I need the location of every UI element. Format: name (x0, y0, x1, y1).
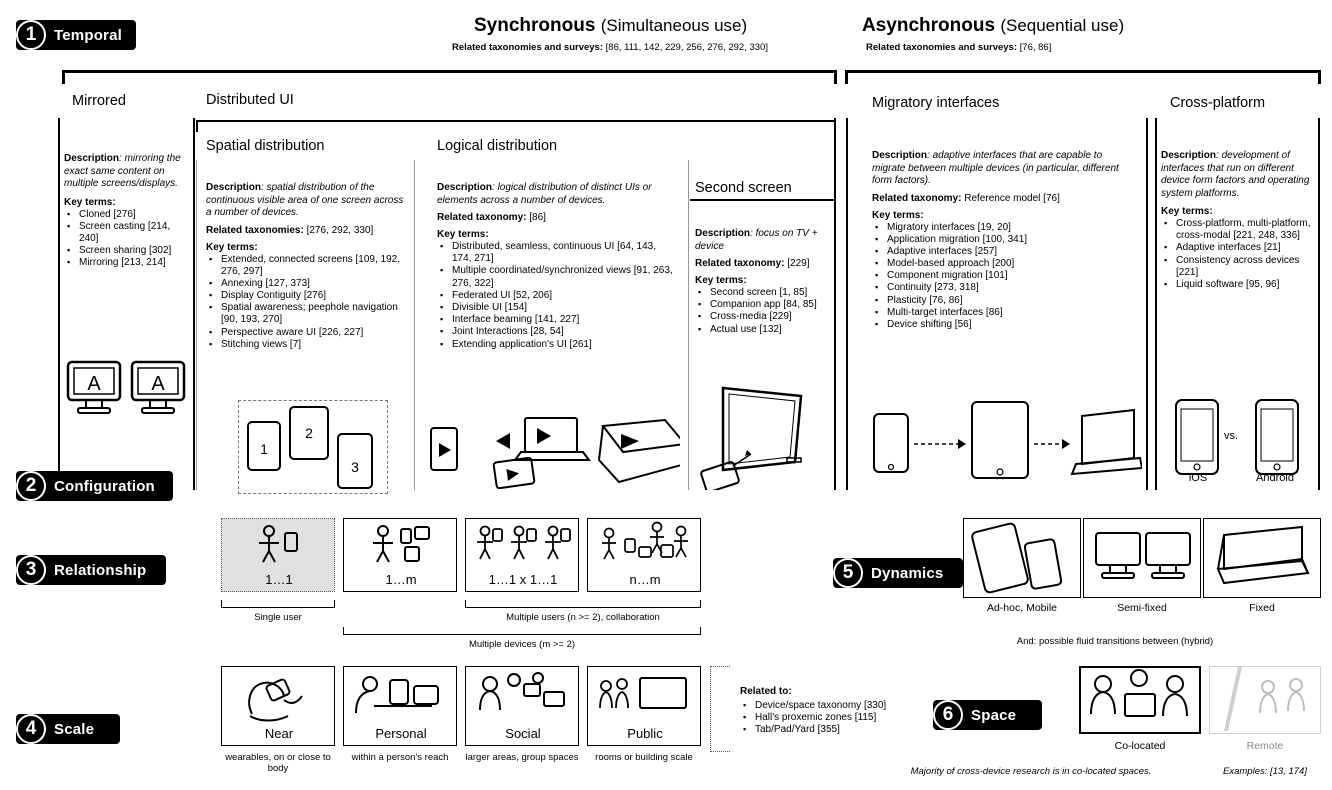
scale-caption-social: larger areas, group spaces (465, 752, 579, 763)
panel-divider-crossplatform-left (1155, 118, 1157, 490)
list-item: ▪ Extended, connected screens [109, 192, 276, 297] (219, 254, 406, 278)
asynchronous-bracket-right (1318, 70, 1321, 84)
scale-caption-near: wearables, on or close to body (225, 752, 331, 775)
list-item: ▪ Device/space taxonomy [330] (753, 700, 930, 712)
panel-divider-crossplatform-right (1318, 118, 1320, 490)
row-number-1: 1 (16, 20, 46, 50)
synchronous-subtitle (452, 42, 768, 53)
spatial-description (206, 182, 406, 351)
dynamics-label-semifixed: Semi-fixed (1117, 602, 1167, 614)
row-label-configuration (16, 471, 173, 501)
relationship-label-1-1x1-1: 1…1 x 1…1 (488, 572, 558, 587)
row-number-3: 3 (16, 555, 46, 585)
panel-divider-spatial-left (196, 160, 197, 490)
row-label-relationship (16, 555, 166, 585)
migratory-rel-label: Related taxonomy: (872, 192, 962, 204)
relationship-bracket-mu-left (465, 600, 466, 608)
panel-divider-logical-right (688, 160, 689, 490)
row-title-temporal: Temporal (54, 26, 123, 44)
migratory-key-label: Key terms: (872, 209, 924, 221)
column-heading-second-screen: Second screen (695, 180, 792, 196)
list-item: ▪ Cloned [276] (77, 209, 189, 221)
asynchronous-title-text: Asynchronous (862, 15, 996, 36)
migratory-description (872, 150, 1134, 331)
synchronous-bracket-top (62, 70, 837, 73)
row-number-2: 2 (16, 471, 46, 501)
spatial-rel-refs: [276, 292, 330] (303, 224, 374, 236)
svg-text:3: 3 (351, 459, 359, 475)
relationship-icon-n-m (588, 521, 702, 565)
logical-description (437, 182, 675, 351)
panel-divider-migratory-right (1146, 118, 1148, 490)
scale-label-personal: Personal (375, 726, 427, 741)
cross-platform-description (1161, 150, 1313, 291)
scale-label-public: Public (627, 726, 663, 741)
list-item: ▪ Migratory interfaces [19, 20] (885, 222, 1134, 234)
panel-divider-spatial-right (414, 160, 415, 490)
migratory-desc-label: Description (872, 150, 928, 161)
list-item: ▪ Component migration [101] (885, 270, 1134, 282)
space-cell-remote[interactable] (1209, 666, 1321, 734)
asynchronous-title-sub: (Sequential use) (1000, 16, 1125, 35)
dynamics-cell-fixed[interactable] (1203, 518, 1321, 598)
list-item: ▪ Display Contiguity [276] (219, 290, 406, 302)
column-heading-logical: Logical distribution (437, 138, 558, 154)
space-label-remote: Remote (1246, 740, 1284, 752)
list-item: ▪ Divisible UI [154] (450, 302, 675, 314)
cross-platform-desc-text: : development of interfaces that run on different device form factors and operating system platforms. (1161, 150, 1310, 199)
scale-label-social: Social (505, 726, 541, 741)
mirrored-key-label: Key terms: (64, 196, 116, 208)
relationship-cell-n-m[interactable] (587, 518, 701, 592)
list-item: ▪ Cross-media [229] (708, 311, 819, 323)
spatial-terms-list (206, 254, 406, 352)
mirrored-desc-text: : mirroring the exact same content on multiple screens/displays. (64, 153, 181, 189)
dynamics-label-adhoc: Ad-hoc, Mobile (986, 602, 1058, 614)
logical-rel-label: Related taxonomy: (437, 212, 527, 223)
logical-desc-label: Description (437, 182, 493, 193)
row-title-configuration: Configuration (54, 477, 155, 495)
list-item: ▪ Annexing [127, 373] (219, 278, 406, 290)
relationship-bracket-single (221, 607, 335, 608)
second-screen-description (695, 228, 819, 336)
list-item: ▪ Second screen [1, 85] (708, 287, 819, 299)
logical-key-label: Key terms: (437, 229, 489, 240)
scale-related-block (740, 686, 930, 736)
list-item: ▪ Hall's proxemic zones [115] (753, 712, 930, 724)
column-heading-distributed-ui: Distributed UI (206, 92, 294, 108)
second-screen-bracket-top (690, 199, 835, 201)
column-heading-mirrored: Mirrored (72, 93, 126, 109)
scale-related-bracket (710, 666, 730, 752)
synchronous-title (474, 15, 747, 37)
migratory-desc-text: : adaptive interfaces that are capable to migrate between multiple devices (in particular, different form factors). (872, 150, 1119, 186)
list-item: ▪ Joint Interactions [28, 54] (450, 326, 675, 338)
scale-related-list (740, 700, 930, 737)
relationship-bracket-single-right (334, 600, 335, 608)
scale-cell-near[interactable] (221, 666, 335, 746)
list-item: ▪ Spatial awareness; peephole navigation [90, 193, 270] (219, 302, 406, 326)
list-item: ▪ Screen casting [214, 240] (77, 221, 189, 245)
space-cell-colocated[interactable] (1079, 666, 1201, 734)
list-item: ▪ Model-based approach [200] (885, 258, 1134, 270)
row-label-space (933, 700, 1042, 730)
column-heading-migratory: Migratory interfaces (872, 95, 1000, 111)
second-screen-terms-list (695, 287, 819, 336)
column-heading-cross-platform: Cross-platform (1170, 95, 1266, 111)
relationship-bracket-md-right (700, 627, 701, 635)
list-item: ▪ Federated UI [52, 206] (450, 290, 675, 302)
list-item: ▪ Perspective aware UI [226, 227] (219, 327, 406, 339)
cross-platform-os-left: iOS (1188, 472, 1208, 484)
panel-divider-mirrored-left (58, 118, 60, 490)
relationship-bracket-multi-devices (343, 634, 701, 635)
panel-divider-migratory-left (846, 118, 848, 490)
relationship-bracket-multi-users (465, 607, 701, 608)
spatial-desc-text: : spatial distribution of the continuous visible area of one screen across a number of devices. (206, 182, 404, 218)
dynamics-label-fixed: Fixed (1249, 602, 1275, 614)
spatial-rel-label: Related taxonomies: (206, 224, 304, 236)
svg-text:A: A (87, 373, 101, 395)
relationship-icon-1-1 (222, 523, 336, 565)
asynchronous-title (862, 15, 1124, 37)
scale-label-near: Near (264, 726, 294, 741)
svg-text:2: 2 (305, 425, 313, 441)
cross-platform-desc-label: Description (1161, 150, 1217, 161)
spatial-key-label: Key terms: (206, 241, 258, 253)
row-number-6: 6 (933, 700, 963, 730)
scale-caption-personal: within a person's reach (351, 752, 449, 763)
synchronous-sub-refs: [86, 111, 142, 229, 256, 276, 292, 330] (605, 42, 768, 53)
logical-rel-refs: [86] (526, 212, 546, 223)
list-item: ▪ Adaptive interfaces [21] (1174, 242, 1313, 254)
list-item: ▪ Actual use [132] (708, 324, 819, 336)
scale-caption-public: rooms or building scale (595, 752, 693, 763)
scale-cell-public[interactable] (587, 666, 701, 746)
dynamics-cell-semifixed[interactable] (1083, 518, 1201, 598)
list-item: ▪ Extending application's UI [261] (450, 339, 675, 351)
scale-cell-personal[interactable] (343, 666, 457, 746)
row-number-4: 4 (16, 714, 46, 744)
mirrored-desc-label: Description (64, 153, 120, 164)
list-item: ▪ Continuity [273, 318] (885, 282, 1134, 294)
relationship-caption-multi-devices: Multiple devices (m >= 2) (468, 639, 576, 650)
list-item: ▪ Liquid software [95, 96] (1174, 279, 1313, 291)
mirrored-description (64, 153, 189, 269)
relationship-icon-1-1x1-1 (466, 523, 580, 565)
relationship-caption-multi-users: Multiple users (n >= 2), collaboration (506, 612, 660, 623)
space-note-colocated: Majority of cross-device research is in co-located spaces. (910, 766, 1152, 777)
second-screen-rel-refs: [229] (784, 258, 810, 269)
cross-platform-key-label: Key terms: (1161, 206, 1213, 217)
column-heading-spatial: Spatial distribution (206, 138, 325, 154)
logical-terms-list (437, 241, 675, 351)
list-item: ▪ Mirroring [213, 214] (77, 257, 189, 269)
list-item: ▪ Adaptive interfaces [257] (885, 246, 1134, 258)
list-item: ▪ Tab/Pad/Yard [355] (753, 724, 930, 736)
relationship-cell-1-1[interactable] (221, 518, 335, 592)
relationship-bracket-md-left (343, 627, 344, 635)
asynchronous-sub-refs: [76, 86] (1019, 42, 1052, 53)
list-item: ▪ Application migration [100, 341] (885, 234, 1134, 246)
synchronous-sub-label: Related taxonomies and surveys: (452, 42, 603, 53)
relationship-label-1-m: 1…m (385, 572, 417, 587)
second-screen-desc-label: Description (695, 228, 751, 239)
cross-platform-os-right: Android (1256, 472, 1294, 484)
asynchronous-subtitle (866, 42, 1051, 53)
dynamics-note: And: possible fluid transitions between (hybrid) (1016, 636, 1214, 647)
asynchronous-sub-label: Related taxonomies and surveys: (866, 42, 1017, 53)
synchronous-title-sub: (Simultaneous use) (600, 16, 748, 35)
row-number-5: 5 (833, 558, 863, 588)
mirrored-terms-list (64, 209, 189, 270)
list-item: ▪ Cross-platform, multi-platform, cross-modal [221, 248, 336] (1174, 218, 1313, 242)
distributed-bracket-left (196, 120, 198, 132)
list-item: ▪ Multiple coordinated/synchronized views [91, 263, 276, 322] (450, 265, 675, 289)
list-item: ▪ Interface beaming [141, 227] (450, 314, 675, 326)
asynchronous-bracket-left (845, 70, 848, 84)
row-title-space: Space (971, 706, 1017, 724)
list-item: ▪ Plasticity [76, 86] (885, 295, 1134, 307)
row-title-scale: Scale (54, 720, 95, 738)
relationship-cell-1-1-x-1-1[interactable] (465, 518, 579, 592)
cross-platform-terms-list (1161, 218, 1313, 291)
logical-desc-text: : logical distribution of distinct UIs or elements across a number of devices. (437, 182, 652, 206)
svg-text:A: A (151, 373, 165, 395)
row-label-scale (16, 714, 120, 744)
synchronous-title-text: Synchronous (474, 15, 596, 36)
svg-text:1: 1 (260, 441, 268, 457)
second-screen-desc-text: : focus on TV + device (695, 228, 818, 252)
mirrored-icon-group (64, 360, 189, 420)
synchronous-bracket-right (834, 70, 837, 84)
synchronous-bracket-left (62, 70, 65, 84)
spatial-desc-label: Description (206, 182, 262, 193)
row-label-dynamics (833, 558, 963, 588)
list-item: ▪ Distributed, seamless, continuous UI [64, 143, 174, 271] (450, 241, 675, 265)
list-item: ▪ Screen sharing [302] (77, 245, 189, 257)
relationship-label-n-m: n…m (629, 572, 661, 587)
relationship-label-1-1: 1…1 (265, 572, 293, 587)
scale-related-label: Related to: (740, 686, 792, 697)
asynchronous-bracket-top (845, 70, 1321, 73)
list-item: ▪ Device shifting [56] (885, 319, 1134, 331)
space-note-remote: Examples: [13, 174] (1223, 766, 1307, 777)
row2-bar (16, 471, 1316, 499)
space-label-colocated: Co-located (1114, 740, 1166, 752)
scale-cell-social[interactable] (465, 666, 579, 746)
dynamics-cell-adhoc[interactable] (963, 518, 1081, 598)
relationship-caption-single: Single user (254, 612, 302, 623)
row-title-dynamics: Dynamics (871, 564, 944, 582)
row-title-relationship: Relationship (54, 561, 147, 579)
migratory-terms-list (872, 222, 1134, 332)
row-label-temporal (16, 20, 136, 50)
relationship-bracket-mu-right (700, 600, 701, 608)
list-item: ▪ Consistency across devices [221] (1174, 255, 1313, 279)
relationship-icon-1-m (344, 523, 458, 565)
list-item: ▪ Multi-target interfaces [86] (885, 307, 1134, 319)
relationship-cell-1-m[interactable] (343, 518, 457, 592)
list-item: ▪ Companion app [84, 85] (708, 299, 819, 311)
list-item: ▪ Stitching views [7] (219, 339, 406, 351)
second-screen-rel-label: Related taxonomy: (695, 258, 785, 269)
distributed-bracket-top (196, 120, 836, 122)
migratory-rel-refs: Reference model [76] (961, 192, 1060, 204)
second-screen-key-label: Key terms: (695, 275, 747, 286)
panel-divider-distributed-right (834, 118, 836, 490)
panel-divider-mirrored-right (193, 118, 195, 490)
cross-platform-vs-label: vs. (1224, 430, 1239, 442)
